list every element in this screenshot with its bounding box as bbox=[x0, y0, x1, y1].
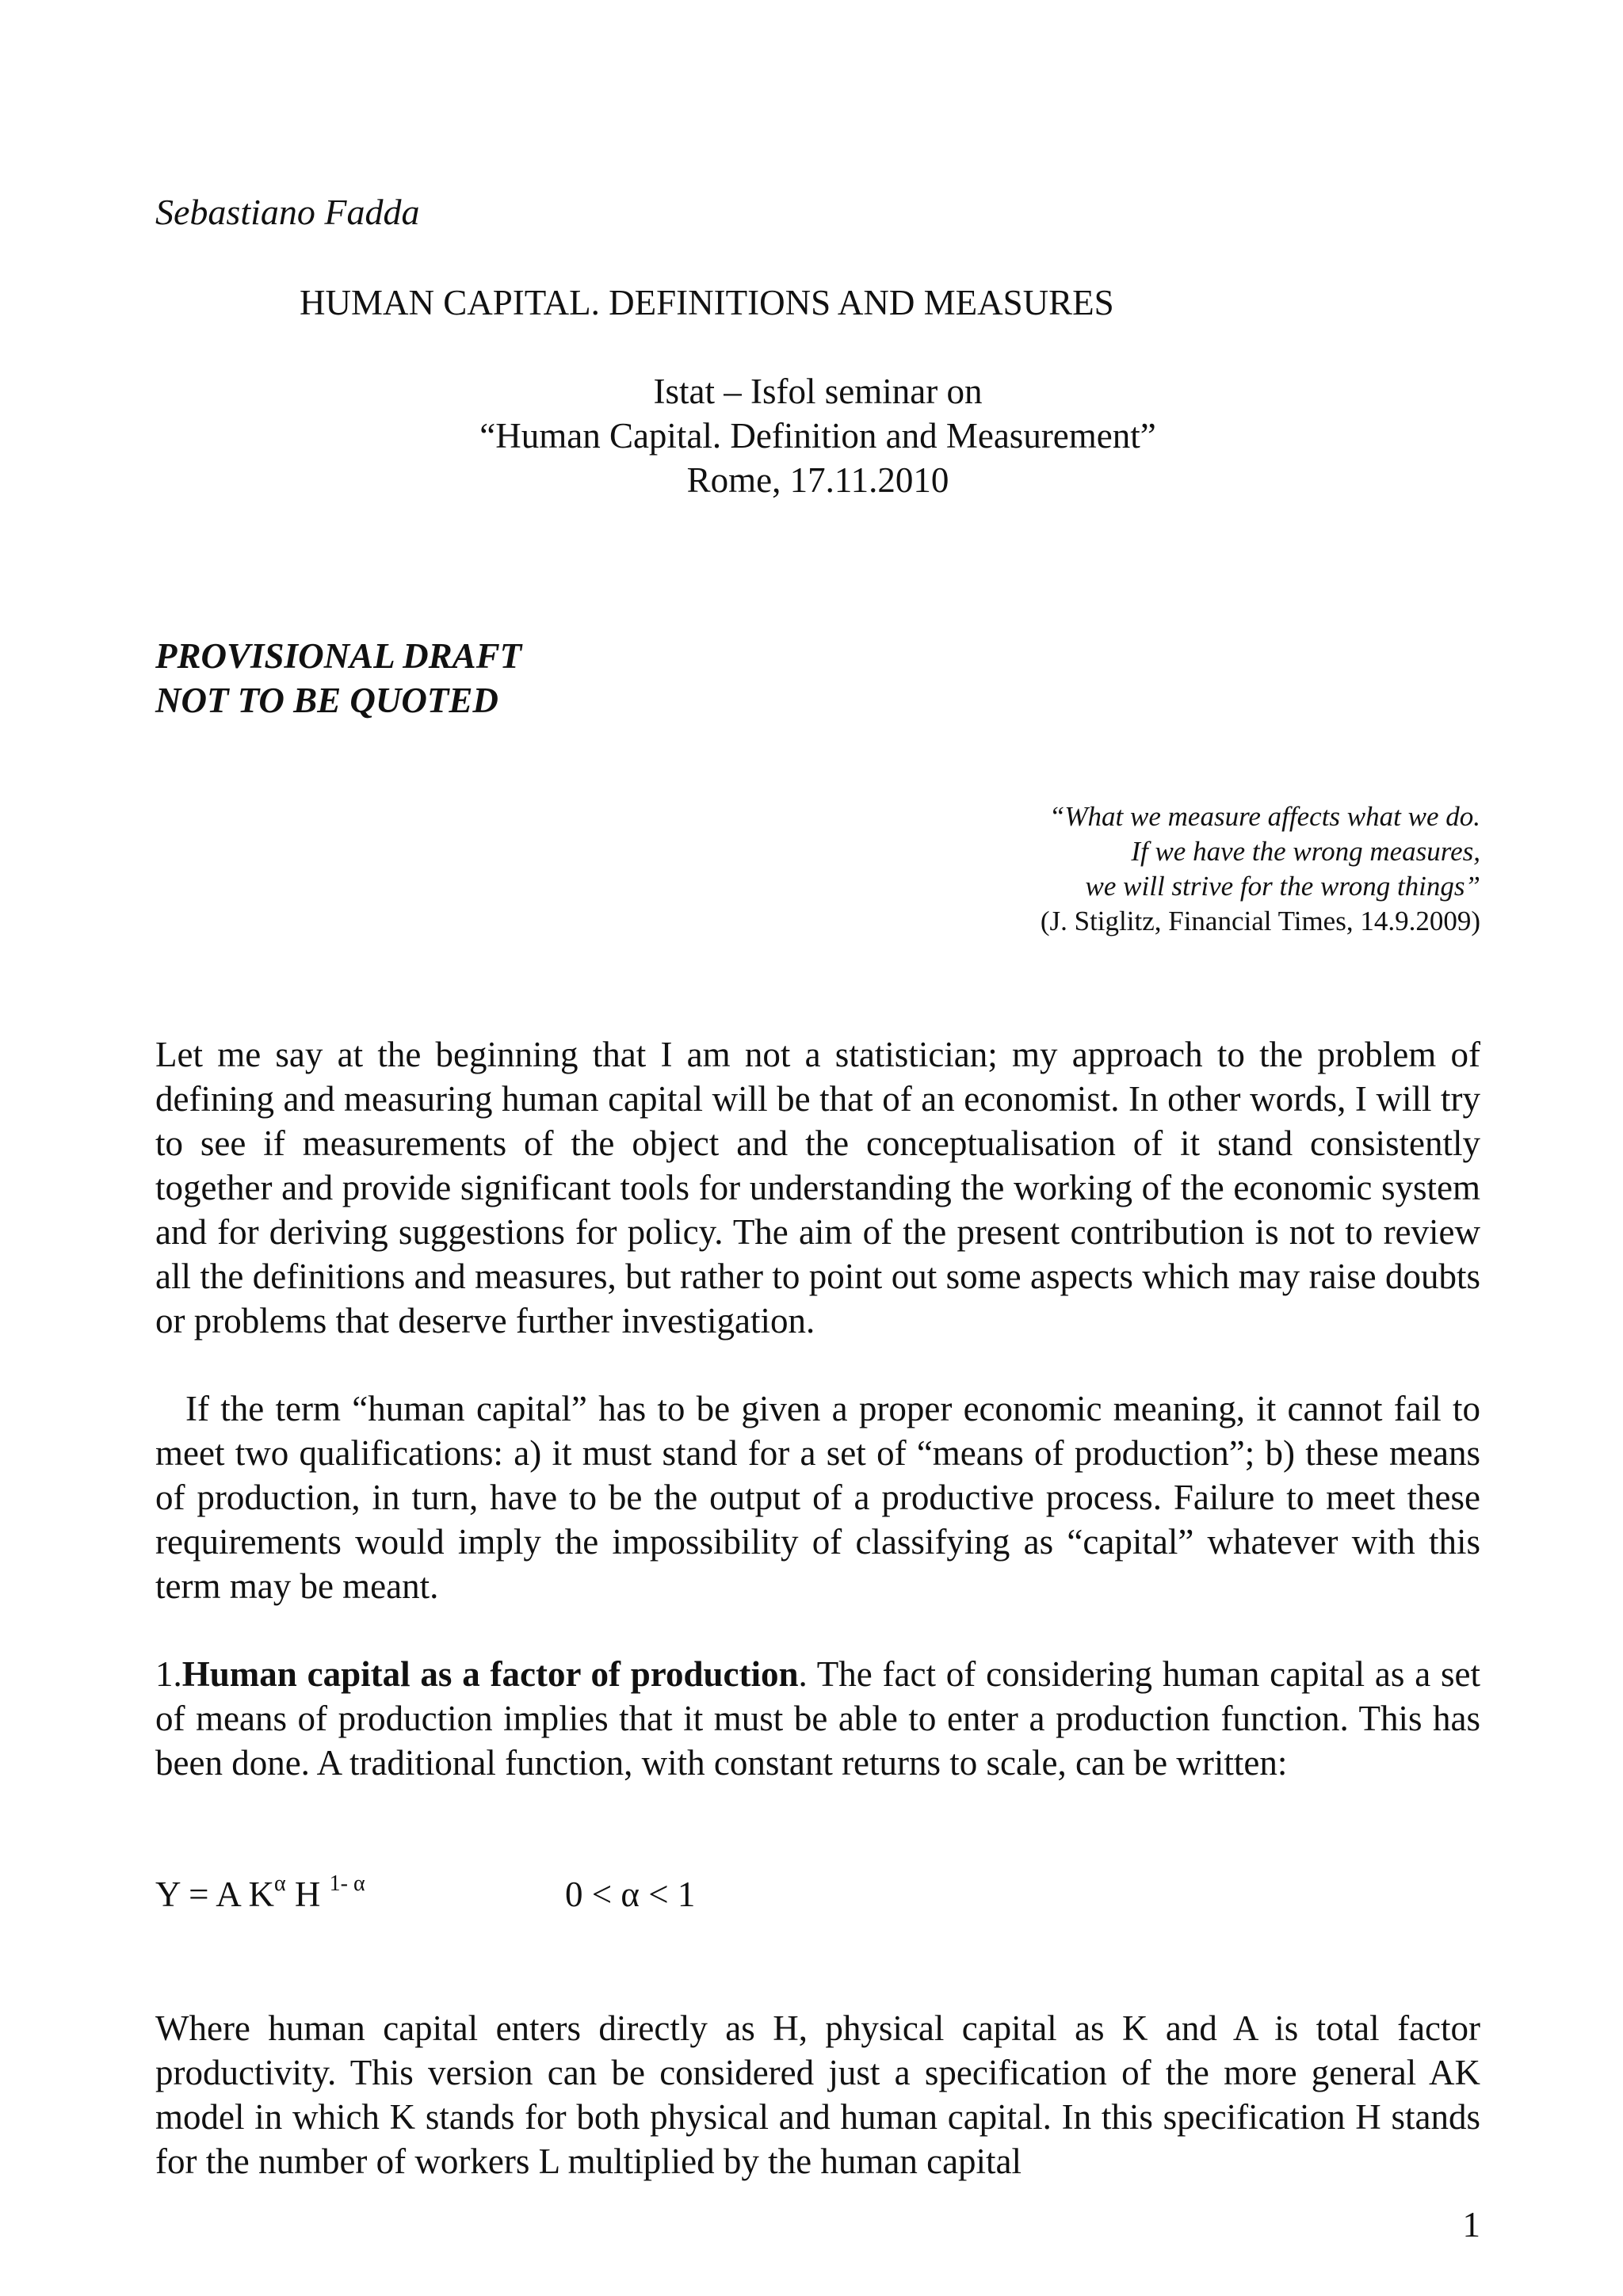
epigraph-line-1: “What we measure affects what we do. bbox=[1048, 801, 1480, 832]
author-name: Sebastiano Fadda bbox=[155, 192, 420, 232]
draft-line-2: NOT TO BE QUOTED bbox=[155, 681, 498, 720]
paragraph-intro: Let me say at the beginning that I am not a statistician; my approach to the problem of defining and measuring human capital will be that of an economist. In other words, I will try to see if measurements of the object and the conceptualisation of it stand consistently together and provide significant tools for understanding the working of the economic system and for deriving suggestions for policy. The aim of the present contribution is not to review all the definitions and measures, but rather to point out some aspects which may raise doubts or problems that deserve further investigation. bbox=[155, 1035, 1480, 1341]
draft-notice bbox=[155, 634, 521, 723]
epigraph-line-3: we will strive for the wrong things” bbox=[1085, 871, 1480, 902]
epigraph bbox=[1041, 799, 1480, 939]
seminar-line-1: Istat – Isfol seminar on bbox=[653, 372, 983, 411]
epigraph-source: (J. Stiglitz, Financial Times, 14.9.2009) bbox=[1040, 906, 1480, 936]
section-1-text: . The fact of considering human capital as a set of means of production implies that it must be able to enter a production function. This has been done. A traditional function, with constant returns to scale, can be written: bbox=[155, 1654, 1480, 1783]
seminar-line-2: “Human Capital. Definition and Measurement” bbox=[479, 416, 1156, 456]
formula-exp-alpha: α bbox=[274, 1871, 286, 1896]
paper-title: HUMAN CAPITAL. DEFINITIONS AND MEASURES bbox=[300, 283, 1114, 322]
formula-h: H bbox=[285, 1875, 330, 1914]
formula-lhs: Y = A K bbox=[155, 1875, 274, 1914]
formula-condition: 0 < α < 1 bbox=[565, 1875, 696, 1914]
paragraph-qualifications: If the term “human capital” has to be given a proper economic meaning, it cannot fail to meet two qualifications: a) it must stand for a set of “means of production”; b) these means of production, in turn, have to be the output of a productive process. Failure to meet these requirements would imply the impossibility of classifying as “capital” whatever with this term may be meant. bbox=[155, 1389, 1480, 1606]
seminar-info bbox=[155, 369, 1480, 502]
page-number: 1 bbox=[1462, 2205, 1480, 2245]
draft-line-1: PROVISIONAL DRAFT bbox=[155, 636, 522, 676]
formula-exp-one-minus-alpha: 1- α bbox=[329, 1871, 365, 1896]
paragraph-section-1 bbox=[155, 1652, 1480, 1785]
section-number: 1. bbox=[155, 1654, 182, 1694]
production-function-formula bbox=[155, 1871, 696, 1917]
epigraph-line-2: If we have the wrong measures, bbox=[1131, 836, 1480, 867]
paragraph-formula-explanation: Where human capital enters directly as H, physical capital as K and A is total factor productivity. This version can be considered just a specification of the more general AK model in which K stands for both physical and human capital. In this specification H stands for the number of workers L multiplied by the human capital bbox=[155, 2008, 1480, 2181]
section-heading: Human capital as a factor of production bbox=[181, 1654, 799, 1694]
seminar-line-3: Rome, 17.11.2010 bbox=[686, 460, 949, 500]
